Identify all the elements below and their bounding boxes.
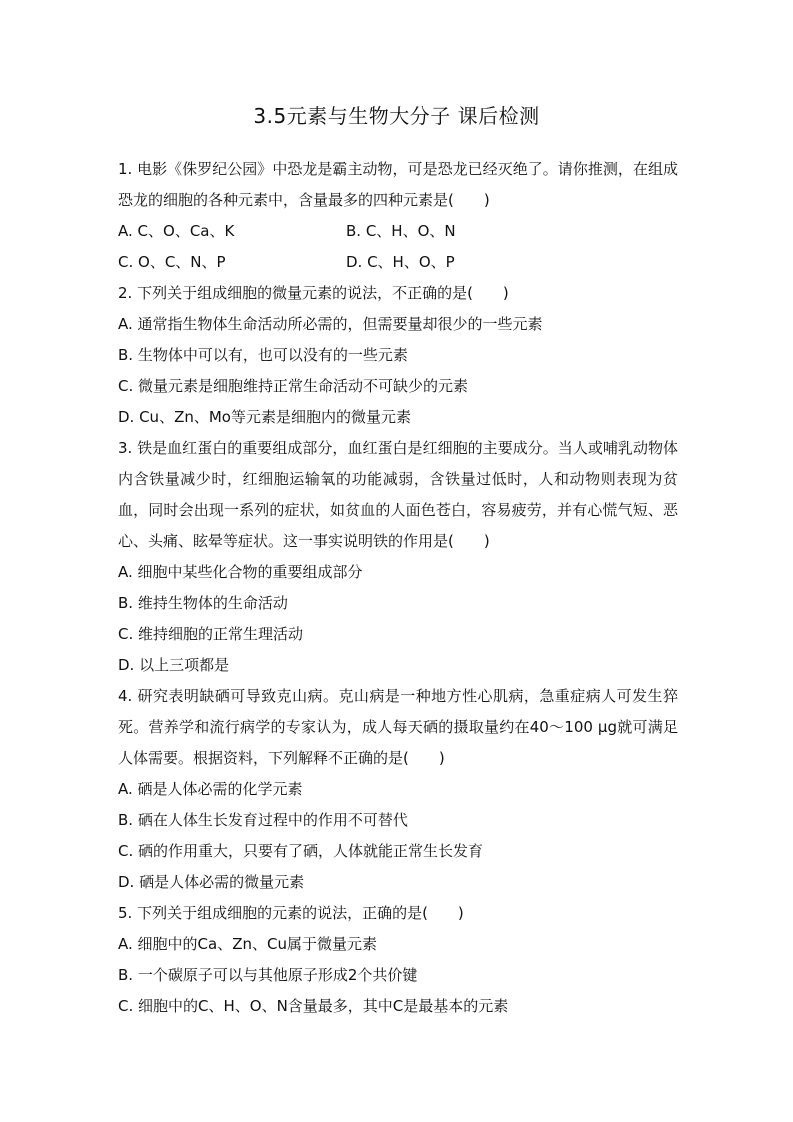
question-5-option-b: B. 一个碳原子可以与其他原子形成2个共价键: [118, 966, 418, 984]
page-title: 3.5元素与生物大分子 课后检测: [253, 104, 540, 128]
question-5-stem: 5. 下列关于组成细胞的元素的说法，正确的是( ): [118, 904, 464, 922]
question-2-stem: 2. 下列关于组成细胞的微量元素的说法，不正确的是( ): [118, 284, 509, 302]
question-3-option-d: D. 以上三项都是: [118, 656, 230, 674]
question-3-option-c: C. 维持细胞的正常生理活动: [118, 625, 304, 643]
question-5-option-a: A. 细胞中的Ca、Zn、Cu属于微量元素: [118, 935, 377, 953]
question-1-option-d: D. C、H、O、P: [346, 253, 455, 271]
question-1-options-row-1: [118, 216, 678, 247]
question-4-option-c: C. 硒的作用重大，只要有了硒，人体就能正常生长发育: [118, 842, 484, 860]
question-4-option-d: D. 硒是人体必需的微量元素: [118, 873, 305, 891]
question-1-option-b: B. C、H、O、N: [346, 222, 456, 240]
question-2-option-b: B. 生物体中可以有，也可以没有的一些元素: [118, 346, 408, 364]
question-4-stem: 4. 研究表明缺硒可导致克山病。克山病是一种地方性心肌病，急重症病人可发生猝死。营养学和流行病学的专家认为，成人每天硒的摄取量约在40～100 μg就可满足人体需要。根据资料，下列解释不正确的是( ): [118, 687, 678, 767]
question-2-option-c: C. 微量元素是细胞维持正常生命活动不可缺少的元素: [118, 377, 469, 395]
question-2-option-a: A. 通常指生物体生命活动所必需的，但需要量却很少的一些元素: [118, 315, 543, 333]
question-3-option-a: A. 细胞中某些化合物的重要组成部分: [118, 563, 363, 581]
question-1-options-row-2: [118, 247, 678, 278]
question-3-option-b: B. 维持生物体的生命活动: [118, 594, 288, 612]
question-1-stem: 1. 电影《侏罗纪公园》中恐龙是霸主动物，可是恐龙已经灭绝了。请你推测，在组成恐龙的细胞的各种元素中，含量最多的四种元素是( ): [118, 160, 678, 209]
question-4-option-a: A. 硒是人体必需的化学元素: [118, 780, 303, 798]
question-2-option-d: D. Cu、Zn、Mo等元素是细胞内的微量元素: [118, 408, 411, 426]
question-5-option-c: C. 细胞中的C、H、O、N含量最多，其中C是最基本的元素: [118, 997, 509, 1015]
question-3-stem: 3. 铁是血红蛋白的重要组成部分，血红蛋白是红细胞的主要成分。当人或哺乳动物体内含铁量减少时，红细胞运输氧的功能减弱，含铁量过低时，人和动物则表现为贫血，同时会出现一系列的症状，如贫血的人面色苍白，容易疲劳，并有心慌气短、恶心、头痛、眩晕等症状。这一事实说明铁的作用是( ): [118, 439, 678, 550]
question-4-option-b: B. 硒在人体生长发育过程中的作用不可替代: [118, 811, 408, 829]
question-1-option-a: A. C、O、Ca、K: [118, 222, 235, 240]
question-list: [118, 154, 678, 1022]
question-1-option-c: C. O、C、N、P: [118, 253, 226, 271]
